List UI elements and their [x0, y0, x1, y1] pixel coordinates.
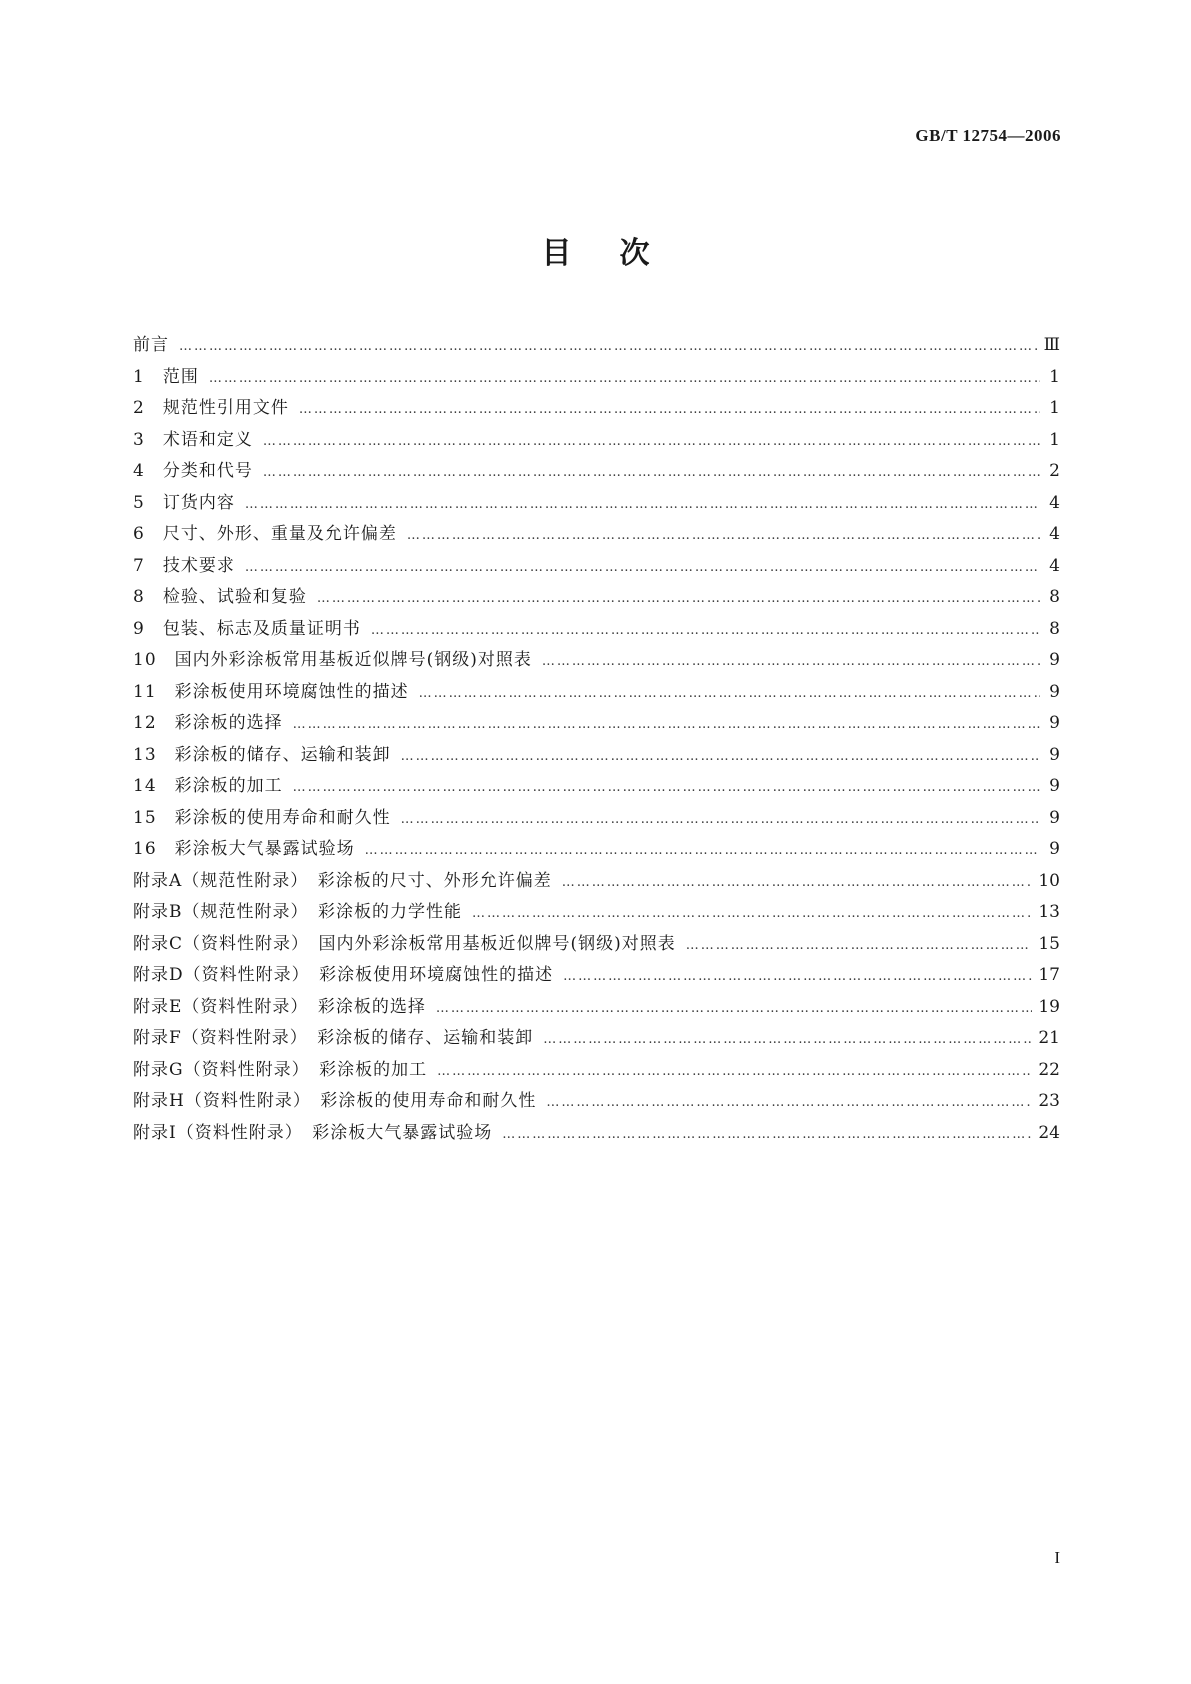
toc-dot-leader [263, 457, 1040, 489]
toc-entry-page: 2 [1049, 461, 1060, 481]
toc-dot-leader [299, 394, 1040, 426]
toc-dot-leader [563, 961, 1032, 993]
toc-dot-leader [209, 363, 1040, 395]
toc-dot-leader [317, 583, 1040, 615]
standard-number: GB/T 12754—2006 [915, 126, 1061, 145]
toc-entry-label: 14 彩涂板的加工 [133, 776, 283, 796]
toc-entry-page: 9 [1049, 650, 1060, 670]
toc-dot-leader [472, 898, 1032, 930]
toc-dot-leader [437, 1056, 1032, 1088]
toc-entry[interactable] [133, 740, 1060, 772]
toc-entry-page: 9 [1049, 839, 1060, 859]
toc-entry-page: 9 [1049, 681, 1060, 702]
toc-entry[interactable] [133, 1118, 1060, 1150]
toc-entry-label: 附录H（资料性附录） 彩涂板的使用寿命和耐久性 [133, 1091, 537, 1111]
toc-entry-label: 附录B（规范性附录） 彩涂板的力学性能 [133, 902, 462, 922]
toc-entry[interactable] [133, 866, 1060, 898]
toc-entry-page: Ⅲ [1043, 335, 1060, 355]
toc-dot-leader [371, 615, 1040, 647]
toc-entry[interactable] [133, 960, 1060, 992]
page-number: I [1054, 1548, 1060, 1567]
toc-dot-leader [546, 1087, 1032, 1119]
toc-entry-page: 17 [1038, 965, 1060, 985]
toc-entry[interactable] [133, 803, 1060, 835]
toc-dot-leader [365, 835, 1040, 867]
toc-entry-page: 9 [1049, 807, 1060, 828]
toc-entry[interactable] [133, 330, 1060, 362]
toc-entry-page: 4 [1049, 524, 1060, 544]
toc-dot-leader [401, 741, 1040, 773]
toc-entry-label: 10 国内外彩涂板常用基板近似牌号(钢级)对照表 [133, 650, 532, 670]
toc-entry-label: 7 技术要求 [133, 555, 235, 576]
toc-entry-page: 8 [1049, 587, 1060, 607]
toc-entry-page: 22 [1038, 1059, 1060, 1080]
toc-entry[interactable] [133, 614, 1060, 646]
toc-entry-page: 1 [1049, 398, 1060, 418]
toc-entry[interactable] [133, 393, 1060, 425]
toc-dot-leader [407, 520, 1040, 552]
toc-dot-leader [562, 867, 1033, 899]
toc-entry[interactable] [133, 897, 1060, 929]
toc-entry[interactable] [133, 771, 1060, 803]
page-title: 目次 [541, 236, 698, 271]
toc-entry-label: 附录G（资料性附录） 彩涂板的加工 [133, 1059, 428, 1080]
toc-entry-label: 5 订货内容 [133, 492, 235, 513]
toc-entry[interactable] [133, 992, 1060, 1024]
toc-entry[interactable] [133, 519, 1060, 551]
toc-entry-label: 附录I（资料性附录） 彩涂板大气暴露试验场 [133, 1122, 493, 1143]
toc-entry-label: 附录E（资料性附录） 彩涂板的选择 [133, 996, 426, 1017]
toc-entry[interactable] [133, 582, 1060, 614]
toc-entry-page: 24 [1038, 1122, 1060, 1143]
toc-entry-label: 6 尺寸、外形、重量及允许偏差 [133, 524, 397, 544]
toc-entry-page: 4 [1049, 555, 1060, 576]
toc-dot-leader [542, 646, 1040, 678]
toc-entry[interactable] [133, 929, 1060, 961]
toc-entry-label: 11 彩涂板使用环境腐蚀性的描述 [133, 681, 409, 702]
toc-dot-leader [293, 709, 1040, 741]
toc-entry[interactable] [133, 425, 1060, 457]
toc-dot-leader [245, 552, 1040, 584]
toc-entry[interactable] [133, 708, 1060, 740]
toc-entry[interactable] [133, 645, 1060, 677]
toc-dot-leader [179, 331, 1038, 363]
toc-entry-page: 23 [1038, 1091, 1060, 1111]
toc-entry[interactable] [133, 456, 1060, 488]
toc-entry-page: 9 [1049, 776, 1060, 796]
toc-entry-page: 8 [1049, 618, 1060, 639]
toc-entry-label: 附录F（资料性附录） 彩涂板的储存、运输和装卸 [133, 1028, 534, 1048]
toc-entry-page: 10 [1038, 870, 1060, 891]
toc-entry-page: 9 [1049, 744, 1060, 765]
toc-dot-leader [245, 489, 1040, 521]
toc-entry-label: 附录A（规范性附录） 彩涂板的尺寸、外形允许偏差 [133, 870, 552, 891]
toc-entry-label: 2 规范性引用文件 [133, 398, 289, 418]
toc-entry-page: 9 [1049, 713, 1060, 733]
toc-dot-leader [419, 678, 1040, 710]
toc-dot-leader [502, 1119, 1032, 1151]
toc-entry-page: 1 [1049, 429, 1060, 450]
toc-entry-page: 4 [1049, 492, 1060, 513]
table-of-contents [133, 330, 1060, 1149]
toc-entry[interactable] [133, 834, 1060, 866]
toc-entry-label: 3 术语和定义 [133, 429, 253, 450]
toc-entry-label: 13 彩涂板的储存、运输和装卸 [133, 744, 391, 765]
toc-entry-label: 4 分类和代号 [133, 461, 253, 481]
toc-entry-label: 附录C（资料性附录） 国内外彩涂板常用基板近似牌号(钢级)对照表 [133, 933, 676, 954]
toc-entry[interactable] [133, 362, 1060, 394]
toc-entry-label: 附录D（资料性附录） 彩涂板使用环境腐蚀性的描述 [133, 965, 554, 985]
toc-entry-label: 15 彩涂板的使用寿命和耐久性 [133, 807, 391, 828]
toc-entry[interactable] [133, 1055, 1060, 1087]
toc-entry-label: 12 彩涂板的选择 [133, 713, 283, 733]
toc-entry-label: 9 包装、标志及质量证明书 [133, 618, 361, 639]
toc-entry[interactable] [133, 677, 1060, 709]
toc-entry[interactable] [133, 1023, 1060, 1055]
toc-dot-leader [263, 426, 1040, 458]
toc-dot-leader [401, 804, 1040, 836]
toc-entry[interactable] [133, 1086, 1060, 1118]
toc-dot-leader [543, 1024, 1032, 1056]
toc-dot-leader [686, 930, 1033, 962]
toc-entry-page: 13 [1038, 902, 1060, 922]
toc-entry[interactable] [133, 488, 1060, 520]
toc-entry-page: 19 [1038, 996, 1060, 1017]
toc-dot-leader [293, 772, 1040, 804]
toc-entry-label: 8 检验、试验和复验 [133, 587, 307, 607]
toc-entry-label: 前言 [133, 335, 169, 355]
toc-entry-page: 21 [1038, 1028, 1060, 1048]
toc-entry-label: 1 范围 [133, 366, 199, 387]
toc-entry-page: 15 [1038, 933, 1060, 954]
toc-entry[interactable] [133, 551, 1060, 583]
toc-entry-page: 1 [1049, 366, 1060, 387]
toc-dot-leader [436, 993, 1032, 1025]
toc-entry-label: 16 彩涂板大气暴露试验场 [133, 839, 355, 859]
